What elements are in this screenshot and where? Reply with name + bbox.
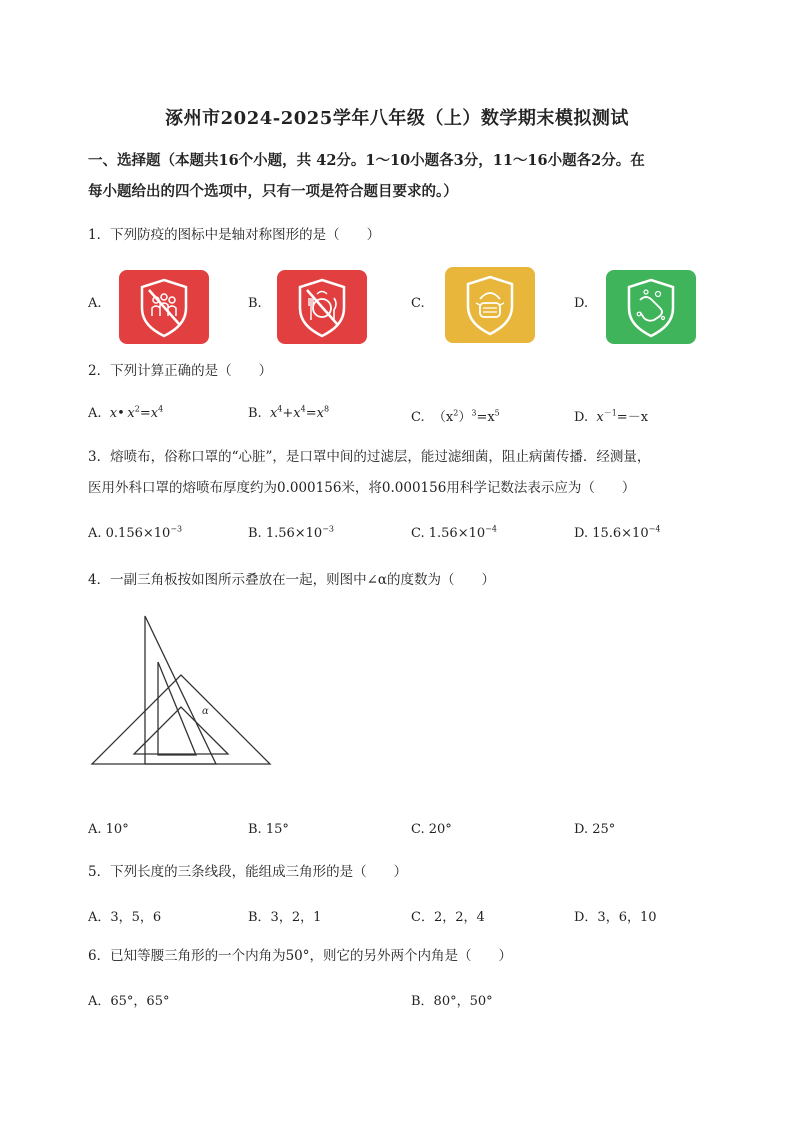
no-dining-icon <box>277 270 367 344</box>
q2-option-c: C. $(x^2)^3=x^5$ <box>411 408 500 425</box>
section-heading-line-2: 每小题给出的四个选项中，只有一项是符合题目要求的。） <box>88 183 458 200</box>
q6-option-a: A．65°，65° <box>88 994 170 1009</box>
q2-option-b: B. $x^4+x^4=x^8$ <box>248 404 330 421</box>
q4-option-c: C. 20° <box>411 822 452 837</box>
q1-option-a-label: A. <box>88 296 102 311</box>
question-6-stem: 6．已知等腰三角形的一个内角为50°，则它的另外两个内角是（ ） <box>88 948 513 964</box>
q5-option-c: C．2，2，4 <box>411 910 485 925</box>
q1-option-c-label: C. <box>411 296 425 311</box>
question-3-line-1: 3．熔喷布，俗称口罩的“心脏”，是口罩中间的过滤层，能过滤细菌，阻止病菌传播．经测量， <box>88 449 651 465</box>
q4-option-a: A. 10° <box>88 822 129 837</box>
question-1-stem: 1．下列防疫的图标中是轴对称图形的是（ ） <box>88 227 381 243</box>
section-heading-line-1: 一、选择题（本题共16个小题，共 42分。1～10小题各3分，11～16小题各2分。在 <box>88 152 645 169</box>
triangle-rulers-figure <box>88 610 278 770</box>
q3-option-d: D. $15.6\times 10^{-4}$ <box>574 524 661 541</box>
q4-option-d: D. 25° <box>574 822 616 837</box>
question-5-stem: 5．下列长度的三条线段，能组成三角形的是（ ） <box>88 864 408 880</box>
q5-option-d: D．3，6，10 <box>574 910 657 925</box>
q6-option-b: B．80°，50° <box>411 994 493 1009</box>
q1-option-d-label: D. <box>574 296 589 311</box>
question-3-line-2: 医用外科口罩的熔喷布厚度约为0.000156米，将0.000156用科学记数法表示应为（ ） <box>88 480 636 496</box>
q4-option-b: B. 15° <box>248 822 289 837</box>
q5-option-b: B．3，2，1 <box>248 910 322 925</box>
q2-option-d: D. $x^{-1}=-x$ <box>574 408 649 425</box>
page-title: 涿州市2024-2025学年八年级（上）数学期末模拟测试 <box>165 108 629 129</box>
q1-option-b-label: B. <box>248 296 262 311</box>
alpha-label: α <box>202 706 209 717</box>
face-mask-icon <box>445 267 535 343</box>
q3-option-b: B. $1.56\times 10^{-3}$ <box>248 524 334 541</box>
q3-option-a: A. $0.156\times 10^{-3}$ <box>88 524 183 541</box>
people-crowd-prohibited-icon <box>119 270 209 344</box>
q3-option-c: C. $1.56\times 10^{-4}$ <box>411 524 497 541</box>
q5-option-a: A．3，5，6 <box>88 910 162 925</box>
question-4-stem: 4．一副三角板按如图所示叠放在一起，则图中∠α的度数为（ ） <box>88 572 496 588</box>
q2-option-a: A. x• $x^2=x^4$ <box>88 404 164 421</box>
hand-washing-icon <box>606 270 696 344</box>
question-2-stem: 2．下列计算正确的是（ ） <box>88 363 273 379</box>
